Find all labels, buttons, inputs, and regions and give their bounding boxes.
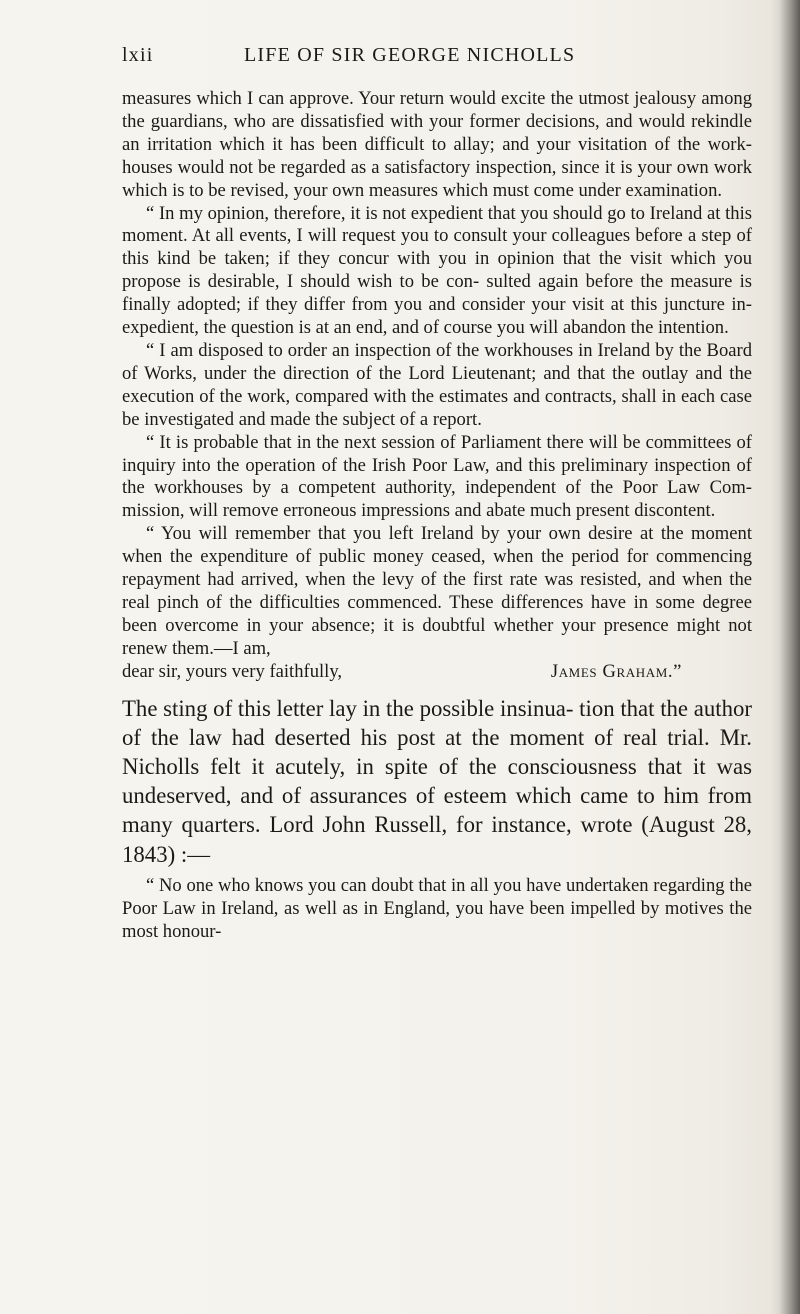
russell-quote: “ No one who knows you can doubt that in all you have undertaken regarding the Poor Law in Ireland, as well as in England, you have been impelled by motives the most honour- <box>122 874 752 942</box>
letter-paragraph: “ In my opinion, therefore, it is not expedient that you should go to Ireland at this moment. At all events, I will request you to consult your colleagues before a step of this kind be taken; if they concur with you in opinion that the visit which you propose is desirable, I should wish to be con- sulted again before the measure is finally adopted; if they differ from you and consider your visit at this juncture in- expedient, the question is at an end, and of course you will abandon the intention. <box>122 202 752 339</box>
letter-signoff <box>122 661 752 684</box>
page-header <box>122 44 762 72</box>
letter-paragraph: “ You will remember that you left Ireland by your own desire at the moment when the expenditure of public money ceased, when the period for commencing repayment had arrived, when the levy of the first rate was resisted, and when the real pinch of the difficulties commenced. These differences have in some degree been overcome in your absence; it is doubtful whether your presence might not renew them.—I am, <box>122 523 752 659</box>
letter-closing: dear sir, yours very faithfully, <box>122 660 343 682</box>
page-number: lxii <box>122 44 154 66</box>
graham-letter <box>122 88 752 684</box>
letter-paragraph: measures which I can approve. Your return would excite the utmost jealousy among the guardians, who are dissatisfied with your former decisions, and would rekindle an irritation which it has been difficult to allay; and your visitation of the work- houses would not be regarded as a satisfactory inspection, since it is your own work which is to be revised, your own measures which must come under examination. <box>122 88 752 201</box>
letter-signature: James Graham.” <box>550 660 682 682</box>
book-spine-shadow <box>770 0 800 1314</box>
letter-paragraph: “ It is probable that in the next session of Parliament there will be committees of inquiry into the operation of the Irish Poor Law, and this preliminary inspection of the workhouses by a competent authority, independent of the Poor Law Com- mission, will remove erroneous impressions and abate much present discontent. <box>122 431 752 522</box>
letter-paragraph: “ I am disposed to order an inspection of the workhouses in Ireland by the Board of Works, under the direction of the Lord Lieutenant; and that the outlay and the execution of the work, compared with the estimates and contracts, shall in each case be investigated and made the subject of a report. <box>122 339 752 430</box>
page-body <box>122 88 752 944</box>
narrative-paragraph: The sting of this letter lay in the possible insinua- tion that the author of the law had deserted his post at the moment of real trial. Mr. Nicholls felt it acutely, in spite of the consciousness that it was undeserved, and of assurances of esteem which came to him from many quarters. Lord John Russell, for instance, wrote (August 28, 1843) :— <box>122 695 752 867</box>
running-title: LIFE OF SIR GEORGE NICHOLLS <box>244 44 576 66</box>
